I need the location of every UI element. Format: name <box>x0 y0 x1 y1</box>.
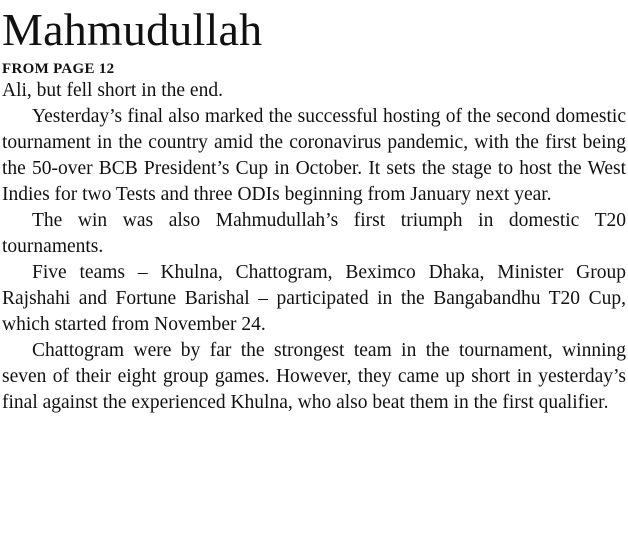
paragraph-first-triumph: The win was also Mahmudullah’s first triumph in domestic T20 tournaments. <box>2 210 626 257</box>
headline: Mahmudullah <box>2 4 263 55</box>
paragraph-five-teams: Five teams – Khulna, Chattogram, Beximco Dhaka, Minister Group Rajshahi and Fortune Barishal – participated in the Bangabandhu T20 Cup, which started from November 24. <box>2 262 626 335</box>
paragraph-continuation: Ali, but fell short in the end. <box>2 80 223 101</box>
article <box>2 4 626 416</box>
paragraph-final-hosting: Yesterday’s final also marked the successful hosting of the second domestic tournament in the country amid the coronavirus pandemic, with the first being the 50-over BCB President’s Cup in October. It sets the stage to host the West Indies for two Tests and three ODIs beginning from January next year. <box>2 106 626 205</box>
continued-from-label: FROM PAGE 12 <box>2 61 115 77</box>
paragraph-chattogram: Chattogram were by far the strongest team in the tournament, winning seven of their eight group games. However, they came up short in yesterday’s final against the experienced Khulna, who also beat them in the first qualifier. <box>2 340 626 413</box>
